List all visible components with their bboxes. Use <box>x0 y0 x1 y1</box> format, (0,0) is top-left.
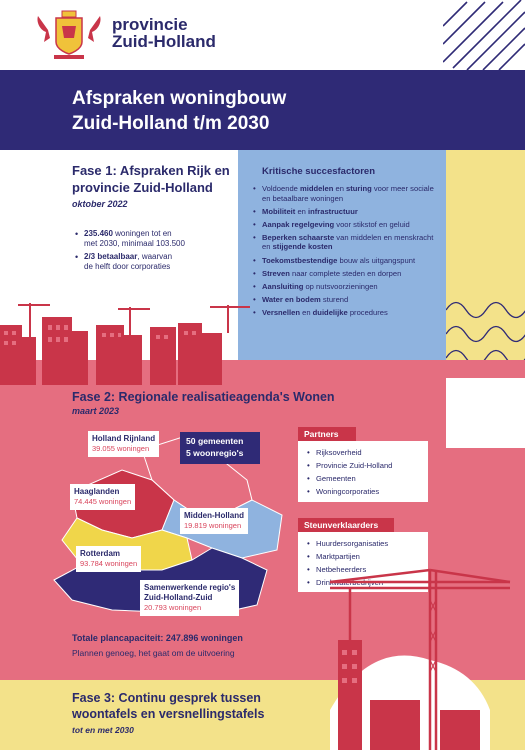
succesfactoren-title: Kritische succesfactoren <box>262 166 375 177</box>
region-value: 20.793 woningen <box>144 603 202 612</box>
bullet-dot-icon: • <box>253 281 256 291</box>
succesfactor-keyword: stijgende kosten <box>272 242 333 252</box>
provincie-crest-logo <box>34 8 104 62</box>
fase1-date: oktober 2022 <box>72 199 128 209</box>
bullet-dot-icon: • <box>253 219 256 229</box>
bullet-dot-icon: • <box>253 255 256 265</box>
partners-list-box <box>298 441 428 502</box>
bullet-dot-icon: • <box>75 229 79 239</box>
partners-list <box>298 441 428 498</box>
succesfactor-keyword: Versnellen <box>262 307 300 317</box>
list-item-label: Drinkwaterbedrijven <box>316 578 384 587</box>
succesfactor-item <box>253 307 440 318</box>
bullet-dot-icon: • <box>253 206 256 216</box>
total-plancapaciteit: Totale plancapaciteit: 247.896 woningen <box>72 633 243 643</box>
list-item-label: Huurdersorganisaties <box>316 539 389 548</box>
region-value: 74.445 woningen <box>74 497 132 506</box>
gemeenten-count: 50 gemeenten <box>186 436 244 446</box>
succesfactor-keyword: middelen <box>300 184 334 193</box>
region-name-line2: Zuid-Holland-Zuid <box>144 593 213 602</box>
list-item <box>307 537 420 550</box>
succesfactor-text: en <box>295 206 308 216</box>
brand-name-line2: Zuid-Holland <box>112 32 216 51</box>
bullet-dot-icon: • <box>307 461 310 470</box>
region-name: Haaglanden <box>74 487 120 496</box>
succesfactor-text: voor stikstof en geluid <box>334 219 410 229</box>
woonregios-count: 5 woonregio's <box>186 448 244 458</box>
region-value: 93.784 woningen <box>80 559 138 568</box>
bullet-dot-icon: • <box>307 474 310 483</box>
total-subtitle: Plannen genoeg, het gaat om de uitvoering <box>72 648 235 658</box>
bullet-dot-icon: • <box>75 252 79 262</box>
bullet-text-line2: de helft door corporaties <box>84 262 171 271</box>
bullet-text: , waarvan <box>137 252 173 261</box>
region-name: Holland Rijnland <box>92 434 156 443</box>
bullet-dot-icon: • <box>253 307 256 317</box>
fase3-date: tot en met 2030 <box>72 725 134 735</box>
list-item-label: Rijksoverheid <box>316 448 362 457</box>
bullet-dot-icon: • <box>307 539 310 548</box>
fase1-bullet <box>75 229 185 249</box>
fase3-title-line1: Fase 3: Continu gesprek tussen <box>72 691 261 705</box>
brand-name-line1: provincie <box>112 15 188 34</box>
bullet-dot-icon: • <box>307 448 310 457</box>
succesfactor-text: bouw als uitgangspunt <box>337 255 416 265</box>
fase1-title-line1: Fase 1: Afspraken Rijk en <box>72 163 230 178</box>
bullet-dot-icon: • <box>307 487 310 496</box>
fase2-title: Fase 2: Regionale realisatieagenda's Wonen <box>72 390 335 404</box>
bullet-bold: 2/3 betaalbaar <box>84 252 138 261</box>
succesfactor-item <box>253 232 440 252</box>
list-item <box>307 485 420 498</box>
list-item-label: Marktpartijen <box>316 552 360 561</box>
fase1-title-line2: provincie Zuid-Holland <box>72 180 213 195</box>
gemeenten-box <box>180 432 260 464</box>
title-band <box>0 70 525 150</box>
succesfactor-text: sturend <box>320 294 349 304</box>
list-item <box>307 472 420 485</box>
succesfactor-keyword: Water en bodem <box>262 294 321 304</box>
region-name: Rotterdam <box>80 549 121 558</box>
steun-header <box>298 518 394 532</box>
succesfactor-keyword: Toekomstbestendige <box>262 255 338 265</box>
succesfactor-keyword: Aansluiting <box>262 281 304 291</box>
region-label-haaglanden <box>70 484 135 510</box>
bullet-dot-icon: • <box>307 552 310 561</box>
list-item <box>307 446 420 459</box>
succesfactor-text: van middelen en menskracht en <box>262 232 434 252</box>
region-label-midden-holland <box>180 508 248 534</box>
fase1-bullet <box>75 252 173 272</box>
succesfactor-text: naar complete steden en dorpen <box>289 268 402 278</box>
fase2-date: maart 2023 <box>72 406 120 416</box>
region-label-holland-rijnland <box>88 431 159 457</box>
succesfactor-item <box>253 294 440 305</box>
page-title-line2: Zuid-Holland t/m 2030 <box>72 113 270 134</box>
hatch-decoration <box>443 0 525 70</box>
bullet-dot-icon: • <box>253 184 256 193</box>
region-value: 39.055 woningen <box>92 444 150 453</box>
bullet-dot-icon: • <box>307 578 310 587</box>
succesfactor-text: voor meer sociale en betaalbare woningen <box>262 184 434 203</box>
succesfactor-item <box>253 255 440 266</box>
crane-illustration <box>310 560 525 750</box>
list-item <box>307 459 420 472</box>
list-item-label: Provincie Zuid-Holland <box>316 461 393 470</box>
succesfactoren-list <box>253 184 440 321</box>
white-block-decoration <box>446 378 525 448</box>
bullet-dot-icon: • <box>253 294 256 304</box>
succesfactor-text: en <box>333 184 347 193</box>
bullet-dot-icon: • <box>253 232 256 242</box>
succesfactor-item <box>253 219 440 230</box>
bullet-text-line2: met 2030, minimaal 103.500 <box>84 239 185 248</box>
bullet-text: woningen tot en <box>112 229 172 238</box>
yellow-block-decoration <box>446 150 525 290</box>
succesfactor-keyword: Mobiliteit <box>262 206 296 216</box>
list-item-label: Woningcorporaties <box>316 487 380 496</box>
succesfactor-item <box>253 184 440 203</box>
bullet-dot-icon: • <box>307 565 310 574</box>
bullet-bold: 235.460 <box>84 229 113 238</box>
partners-header <box>298 427 356 441</box>
succesfactor-item <box>253 206 440 217</box>
region-value: 19.819 woningen <box>184 521 242 530</box>
region-name: Samenwerkende regio's <box>144 583 236 592</box>
region-name: Midden-Holland <box>184 511 244 520</box>
city-skyline-illustration <box>0 295 260 385</box>
page-title-line1: Afspraken woningbouw <box>72 88 287 109</box>
succesfactor-text: Voldoende <box>262 184 301 193</box>
list-item-label: Gemeenten <box>316 474 356 483</box>
succesfactor-item <box>253 281 440 292</box>
succesfactor-keyword: infrastructuur <box>308 206 358 216</box>
region-label-rotterdam <box>76 546 141 572</box>
succesfactor-keyword: sturing <box>346 184 372 193</box>
succesfactor-text: en <box>300 307 313 317</box>
fase3-title-line2: woontafels en versnellingstafels <box>72 707 265 721</box>
list-item-label: Netbeheerders <box>316 565 367 574</box>
succesfactor-keyword: Streven <box>262 268 290 278</box>
partners-title: Partners <box>304 429 339 439</box>
succesfactor-keyword: Beperken schaarste <box>262 232 335 242</box>
bullet-dot-icon: • <box>253 268 256 278</box>
succesfactor-keyword: duidelijke <box>312 307 348 317</box>
region-label-zuid-holland-zuid <box>140 580 239 616</box>
steun-title: Steunverklaarders <box>304 520 379 530</box>
succesfactor-text: procedures <box>347 307 388 317</box>
succesfactor-keyword: Aanpak regelgeving <box>262 219 335 229</box>
succesfactor-item <box>253 268 440 279</box>
succesfactor-text: op nutsvoorzieningen <box>303 281 378 291</box>
